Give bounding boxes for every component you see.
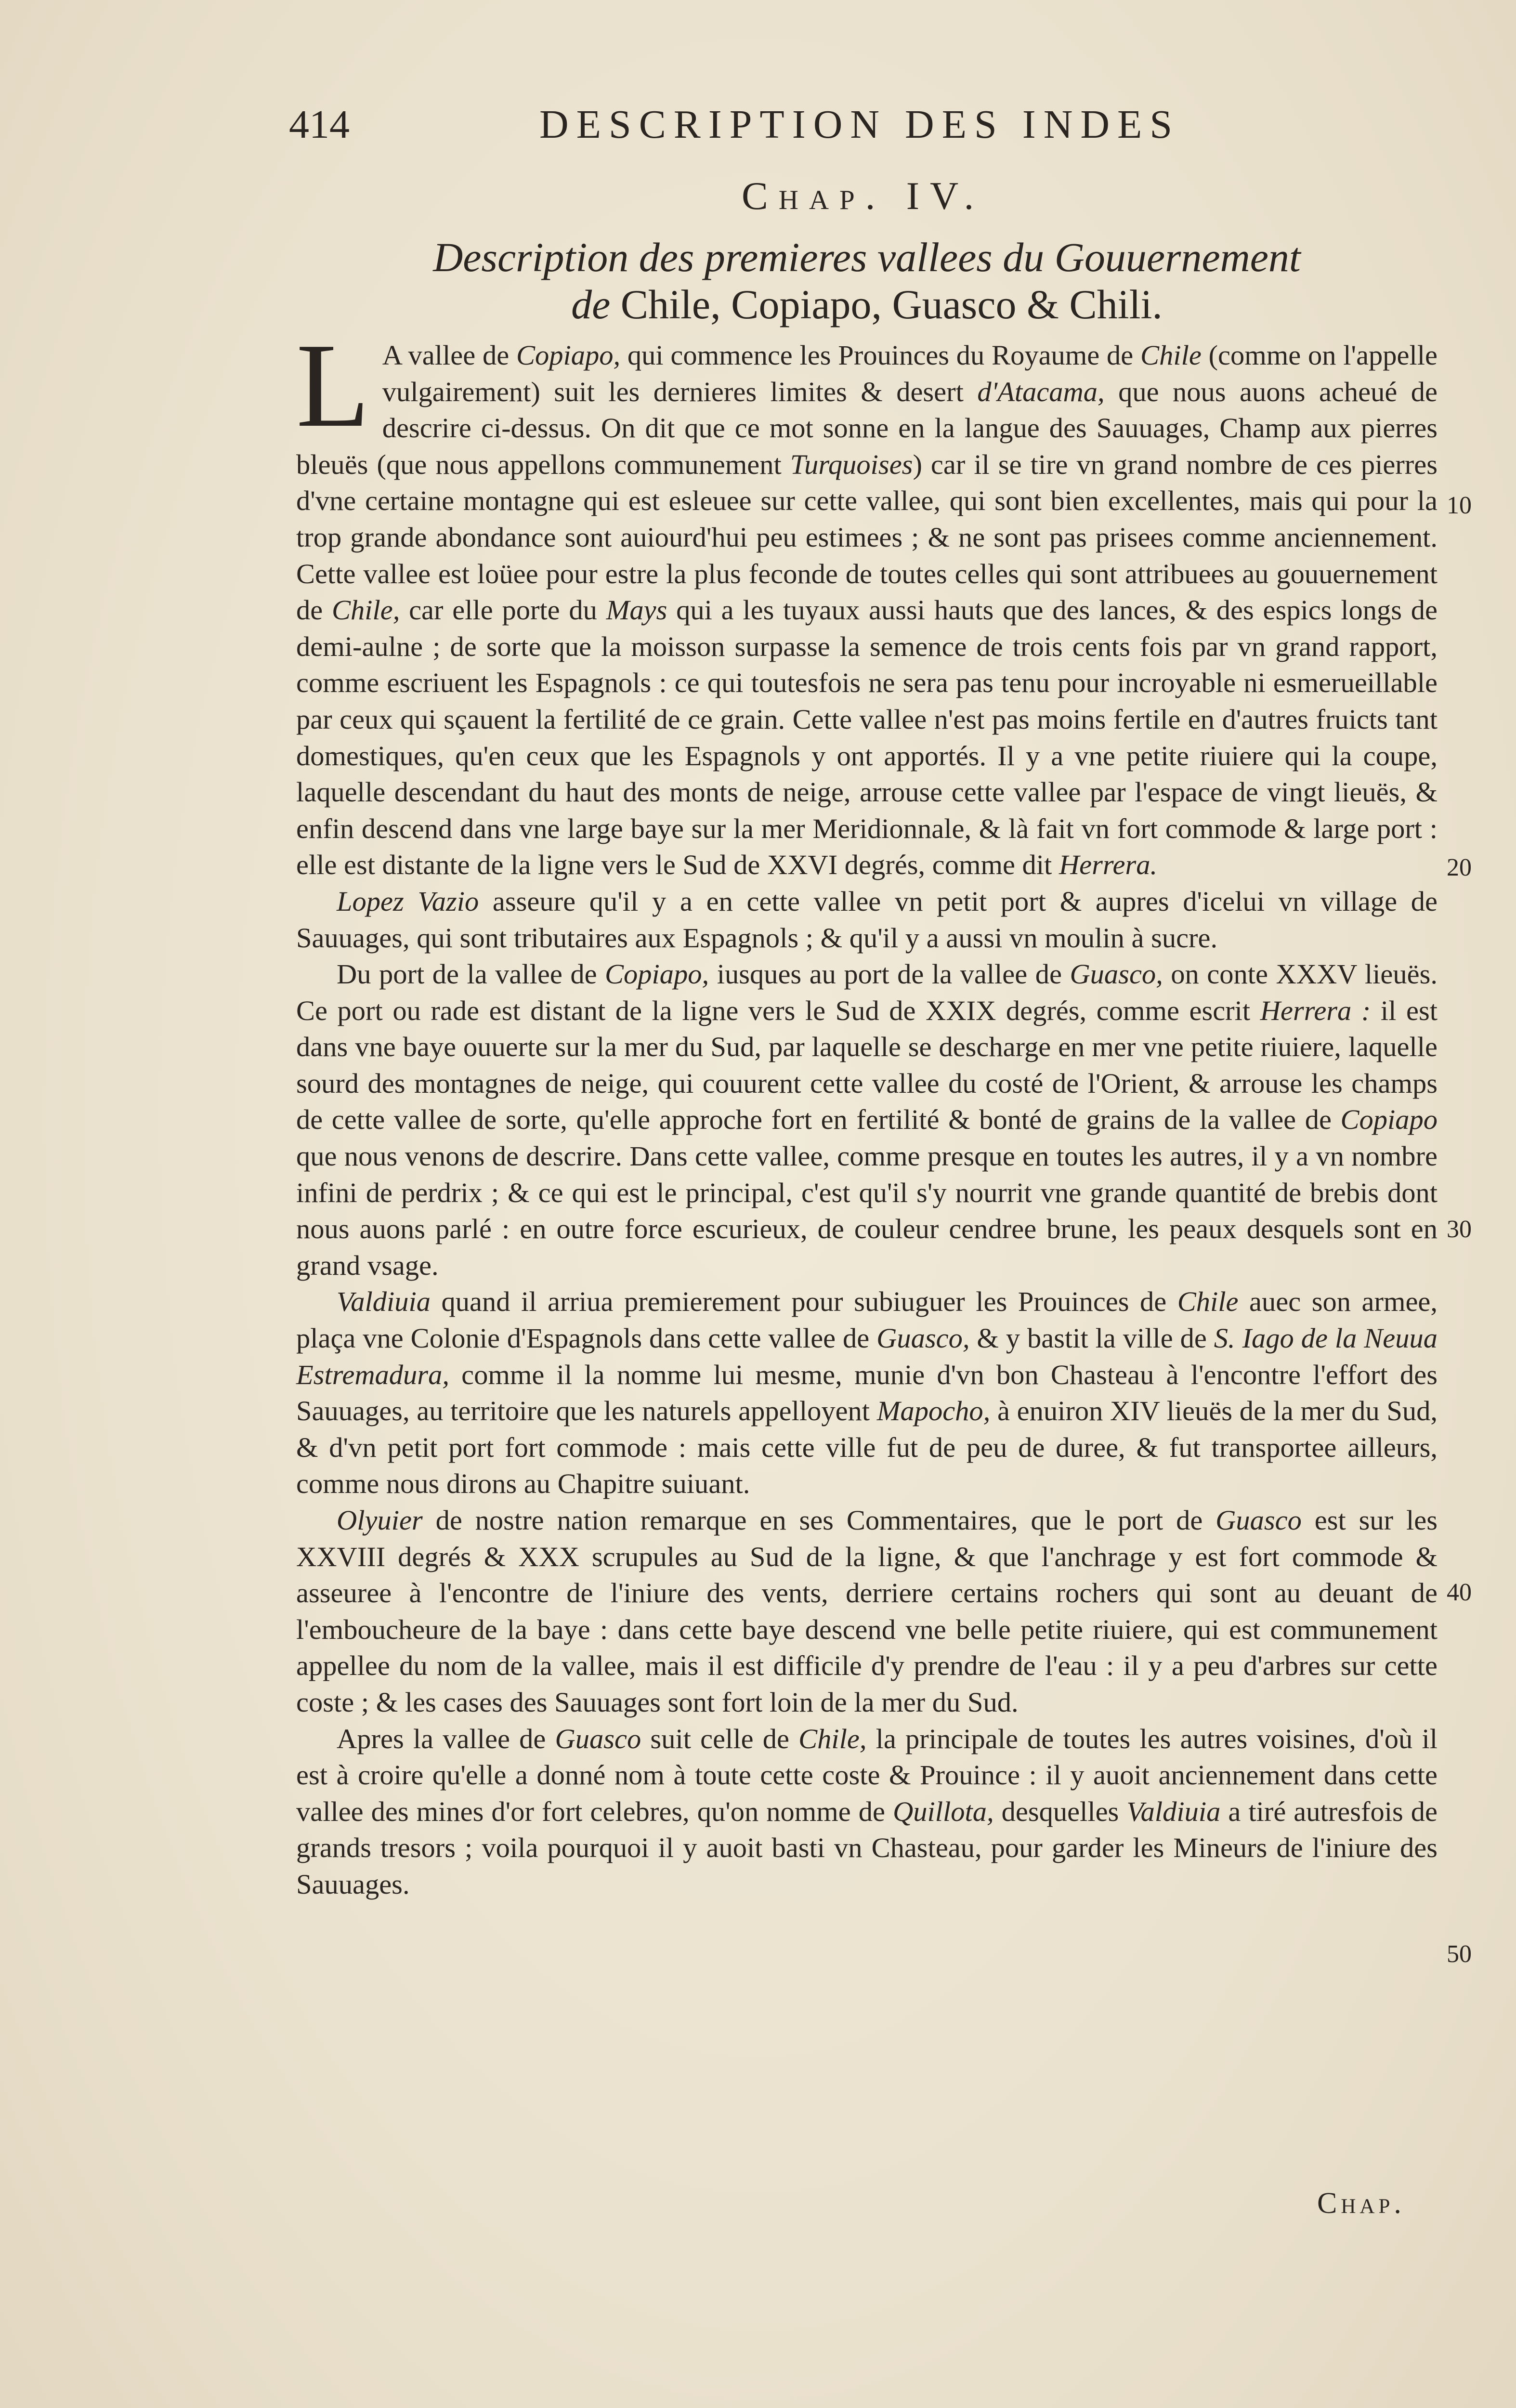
italic-term: Mays [606,594,667,626]
paragraph-6 [296,1721,1438,1903]
place-name: S. Iago de la Neuua Estremadura, [296,1322,1438,1390]
text-run: iusques au port de la vallee de [709,958,1070,990]
drop-capital: L [296,319,370,452]
text-run: on conte XXXV lieuës. Ce port ou rade est distant de la ligne vers le Sud de XXIX degrés, comme escrit [296,958,1438,1026]
text-run: suit celle de [641,1723,799,1754]
italic-term: Turquoises [790,448,913,480]
text-run: qui commence les Prouinces du Royaume de [620,340,1141,371]
line-number-10: 10 [1447,492,1472,519]
running-title: DESCRIPTION DES INDES [539,102,1180,147]
place-name: Copiapo, [516,340,621,371]
text-run: que nous auons acheué de descrire ci-dessus. On dit que ce mot sonne en la langue des Sauuages, Champ aux pierres bleuës (que nous appellons communement [296,376,1438,480]
text-run: Apres la vallee de [337,1723,555,1754]
text-run: la principale de toutes les autres voisines, d'où il est à croire qu'elle a donné nom à toute cette coste & Prouince : il y auoit anciennement dans cette vallee des mines d'or fort celebres, qu'on nomme de [296,1723,1438,1827]
text-run: & y bastit la ville de [969,1322,1214,1354]
author-name: Lopez Vazio [337,885,479,917]
place-name: Chile, [798,1723,867,1754]
place-name: Mapocho, [876,1395,991,1427]
paragraph-3 [296,956,1438,1283]
place-name: d'Atacama, [977,376,1105,407]
text-run: que nous venons de descrire. Dans cette vallee, comme presque en toutes les autres, il y a vn nombre infini de perdrix ; & ce qui est le principal, c'est qu'il s'y nourrit vne grande quantité de brebis dont nous auons parlé : en outre force escurieux, de couleur cendree brune, les peaux desquels sont en grand vsage. [296,1140,1438,1281]
chapter-title-italic: Description des premieres vallees du Gouuernement de [433,234,1301,327]
text-run: A vallee de [382,340,516,371]
text-run: a tiré autresfois de grands tresors ; voila pourquoi il y auoit basti vn Chasteau, pour garder les Mineurs de l'iniure des Sauuages. [296,1795,1438,1900]
author-name: Herrera. [1059,849,1158,881]
text-run: auec son armee, plaça vne Colonie d'Espagnols dans cette vallee de [296,1286,1438,1354]
person-name: Valdiuia [337,1286,431,1318]
text-run: desquelles [993,1795,1127,1827]
folio-number: 414 [289,102,350,147]
paragraph-1 [296,319,1438,883]
text-run: de nostre nation remarque en ses Commentaires, que le port de [422,1505,1216,1536]
line-number-30: 30 [1447,1216,1472,1243]
text-run: il est dans vne baye ouuerte sur la mer du Sud, par laquelle se descharge en mer vne petite riuiere, laquelle sourd des montagnes de neige, qui couurent cette vallee du costé de l'Orient, & arrouse les champs de cette vallee de sorte, qu'elle approche fort en fertilité & bonté de grains de la vallee de [296,995,1438,1136]
line-number-20: 20 [1447,854,1472,881]
chapter-heading: Chap. IV. [742,174,985,218]
line-number-40: 40 [1447,1579,1472,1606]
place-name: Quillota, [892,1795,994,1827]
text-run: comme il la nomme lui mesme, munie d'vn bon Chasteau à l'encontre l'effort des Sauuages, au territoire que les naturels appelloyent [296,1359,1438,1427]
place-name: Chile, [331,594,400,626]
place-name: Copiapo [1340,1104,1438,1136]
paragraph-5 [296,1502,1438,1721]
place-name: Chile [1177,1286,1239,1318]
paragraph-4 [296,1283,1438,1502]
place-name: Guasco, [876,1322,970,1354]
text-run: (comme on l'appelle vulgairement) suit les dernieres limites & desert [382,340,1438,407]
person-name: Olyuier [337,1505,423,1536]
chapter-title [424,234,1310,328]
place-name: Chile [1140,340,1202,371]
person-name: Valdiuia [1126,1795,1221,1827]
page-header [289,101,1252,154]
place-name: Guasco, [1070,958,1163,990]
text-run: Du port de la vallee de [337,958,605,990]
text-run: est sur les XXVIII degrés & XXX scrupules au Sud de la ligne, & que l'anchrage y est fort commode & asseuree à l'encontre de l'iniure des vents, derriere certains rochers qui sont au deuant de l'emboucheure de la baye : dans cette baye descend vne belle petite riuiere, qui est communement appellee du nom de la vallee, mais il est difficile d'y prendre de l'eau : il y a peu d'arbres sur cette coste ; & les cases des Sauuages sont fort loin de la mer du Sud. [296,1505,1438,1718]
place-name: Guasco [1215,1505,1302,1536]
chapter-title-roman: Chile, Copiapo, Guasco & Chili. [620,281,1163,327]
paragraph-2 [296,883,1438,956]
line-number-50: 50 [1447,1940,1472,1968]
text-run: à enuiron XIV lieuës de la mer du Sud, & d'vn petit port fort commode : mais cette ville fut de peu de duree, & fut transportee ailleurs, comme nous dirons au Chapitre suiuant. [296,1395,1438,1500]
text-run: qui a les tuyaux aussi hauts que des lances, & des espics longs de demi-aulne ; de sorte que la moisson surpasse la semence de trois cents fois par vn grand rapport, comme escriuent les Espagnols : ce qui toutesfois ne sera pas tenu pour incroyable ni esmerueillable par ceux qui sçauent la fertilité de ce grain. Cette vallee n'est pas moins fertile en d'autres fruicts tant domestiques, qu'en ceux que les Espagnols y ont apportés. Il y a vne petite riuiere qui la coupe, laquelle descendant du haut des monts de neige, arrouse cette vallee par l'espace de vingt lieuës, & enfin descend dans vne large baye sur la mer Meridionnale, & là fait vn fort commode & large port : elle est distante de la ligne vers le Sud de XXVI degrés, comme dit [296,594,1438,881]
author-name: Herrera : [1260,995,1371,1026]
text-run: quand il arriua premierement pour subiuguer les Prouinces de [431,1286,1177,1318]
text-run: ) car il se tire vn grand nombre de ces pierres d'vne certaine montagne qui est esleuee sur cette vallee, qui sont bien excellentes, mais qui pour la trop grande abondance sont auiourd'hui peu estimees ; & ne sont pas prisees comme anciennement. Cette vallee est loüee pour estre la plus feconde de toutes celles qui sont attribuees au gouuernement de [296,448,1438,626]
place-name: Copiapo, [605,958,709,990]
text-run: car elle porte du [400,594,606,626]
catchword: Chap. [1317,2187,1405,2220]
place-name: Guasco [555,1723,641,1754]
text-run: asseure qu'il y a en cette vallee vn petit port & aupres d'icelui vn village de Sauuages, qui sont tributaires aux Espagnols ; & qu'il y a aussi vn moulin à sucre. [296,885,1438,954]
body-text [296,319,1438,1903]
